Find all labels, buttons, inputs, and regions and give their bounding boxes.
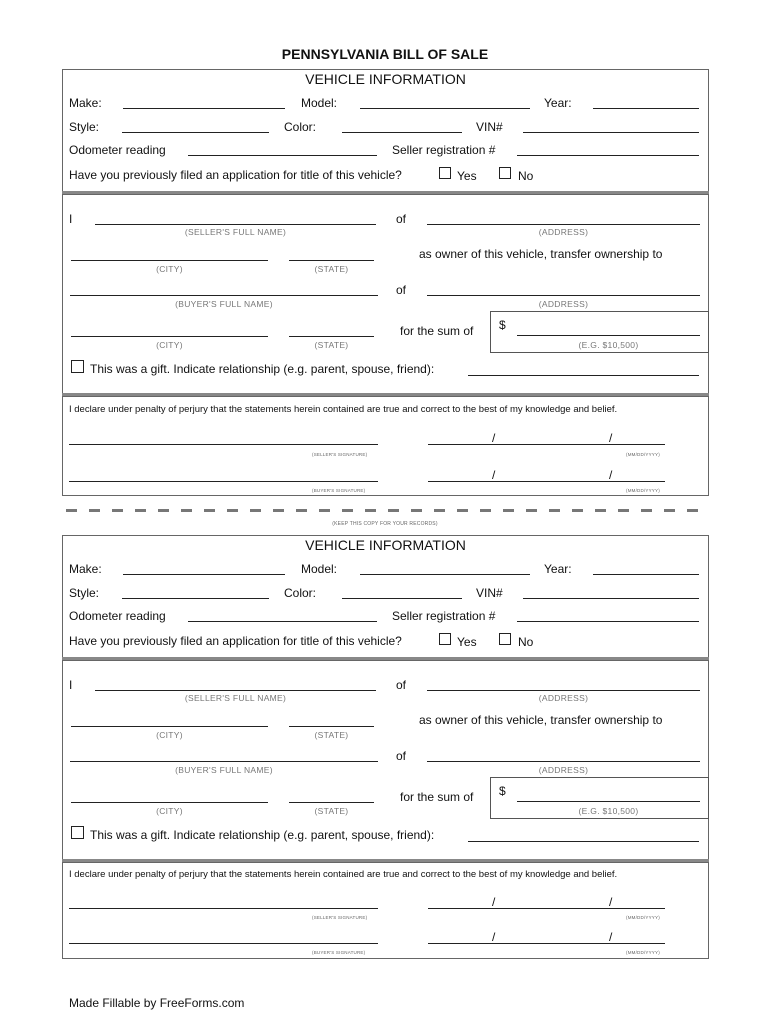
vehicle-info-heading: VEHICLE INFORMATION: [305, 537, 466, 553]
sum-label: for the sum of: [400, 790, 474, 804]
of-label: of: [396, 678, 407, 692]
year-field[interactable]: [593, 574, 699, 575]
sum-label: for the sum of: [400, 324, 474, 338]
seller-name-field[interactable]: [95, 224, 376, 225]
sum-field[interactable]: [517, 335, 700, 336]
dollar-sign: $: [499, 318, 506, 332]
sum-caption: (E.G. $10,500): [578, 806, 639, 816]
make-label: Make:: [69, 96, 102, 110]
buyer-name-caption: (BUYER'S FULL NAME): [175, 765, 273, 775]
buyer-city-field[interactable]: [71, 336, 268, 337]
vin-field[interactable]: [523, 132, 699, 133]
declaration-text: I declare under penalty of perjury that the statements herein contained are true and correct to the best of my knowledge and belief.: [69, 404, 618, 415]
color-field[interactable]: [342, 598, 462, 599]
style-field[interactable]: [122, 132, 269, 133]
style-label: Style:: [69, 120, 100, 134]
seller-date-field[interactable]: [428, 444, 665, 445]
buyer-city-caption: (CITY): [156, 340, 183, 350]
seller-city-field[interactable]: [71, 726, 268, 727]
seller-address-caption: (ADDRESS): [538, 227, 589, 237]
seller-signature-field[interactable]: [69, 908, 378, 909]
date-slash: /: [609, 468, 613, 482]
make-label: Make:: [69, 562, 102, 576]
buyer-address-field[interactable]: [427, 761, 700, 762]
buyer-name-caption: (BUYER'S FULL NAME): [175, 299, 273, 309]
seller-registration-field[interactable]: [517, 155, 699, 156]
buyer-name-field[interactable]: [70, 295, 378, 296]
yes-checkbox[interactable]: [439, 633, 451, 645]
date-slash: /: [492, 431, 496, 445]
make-field[interactable]: [123, 574, 285, 575]
date-slash: /: [609, 895, 613, 909]
relationship-field[interactable]: [468, 375, 699, 376]
gift-label: This was a gift. Indicate relationship (e.g. parent, spouse, friend):: [90, 362, 435, 376]
buyer-signature-field[interactable]: [69, 481, 378, 482]
transfer-text: as owner of this vehicle, transfer ownership to: [419, 247, 663, 261]
of-label: of: [396, 283, 407, 297]
style-label: Style:: [69, 586, 100, 600]
page-title: PENNSYLVANIA BILL OF SALE: [281, 46, 489, 62]
seller-signature-field[interactable]: [69, 444, 378, 445]
buyer-state-caption: (STATE): [314, 340, 349, 350]
i-label: I: [69, 678, 73, 692]
vin-label: VIN#: [476, 586, 503, 600]
gift-checkbox[interactable]: [71, 360, 84, 373]
yes-checkbox[interactable]: [439, 167, 451, 179]
seller-address-field[interactable]: [427, 690, 700, 691]
year-label: Year:: [544, 562, 572, 576]
buyer-signature-caption: (BUYER'S SIGNATURE): [312, 488, 366, 493]
seller-city-caption: (CITY): [156, 730, 183, 740]
relationship-field[interactable]: [468, 841, 699, 842]
buyer-date-caption: (MM/DD/YYYY): [626, 488, 660, 493]
color-field[interactable]: [342, 132, 462, 133]
model-label: Model:: [301, 562, 338, 576]
vin-field[interactable]: [523, 598, 699, 599]
model-label: Model:: [301, 96, 338, 110]
year-field[interactable]: [593, 108, 699, 109]
yes-label: Yes: [457, 169, 477, 183]
date-slash: /: [492, 930, 496, 944]
date-slash: /: [609, 431, 613, 445]
odometer-label: Odometer reading: [69, 609, 166, 623]
buyer-address-field[interactable]: [427, 295, 700, 296]
seller-signature-caption: (SELLER'S SIGNATURE): [312, 452, 368, 457]
model-field[interactable]: [360, 108, 530, 109]
copy-note: (KEEP THIS COPY FOR YOUR RECORDS): [332, 521, 438, 527]
buyer-signature-caption: (BUYER'S SIGNATURE): [312, 950, 366, 955]
sum-caption: (E.G. $10,500): [578, 340, 639, 350]
seller-name-field[interactable]: [95, 690, 376, 691]
date-slash: /: [492, 468, 496, 482]
no-checkbox[interactable]: [499, 167, 511, 179]
filed-question: Have you previously filed an application for title of this vehicle?: [69, 634, 402, 648]
buyer-date-field[interactable]: [428, 943, 665, 944]
seller-date-caption: (MM/DD/YYYY): [626, 452, 660, 457]
seller-state-field[interactable]: [289, 260, 374, 261]
seller-state-caption: (STATE): [314, 730, 349, 740]
no-checkbox[interactable]: [499, 633, 511, 645]
no-label: No: [518, 169, 534, 183]
date-slash: /: [609, 930, 613, 944]
color-label: Color:: [284, 586, 317, 600]
buyer-city-caption: (CITY): [156, 806, 183, 816]
buyer-date-caption: (MM/DD/YYYY): [626, 950, 660, 955]
odometer-field[interactable]: [188, 155, 377, 156]
seller-address-caption: (ADDRESS): [538, 693, 589, 703]
buyer-city-field[interactable]: [71, 802, 268, 803]
buyer-address-caption: (ADDRESS): [538, 765, 589, 775]
seller-registration-label: Seller registration #: [392, 609, 496, 623]
i-label: I: [69, 212, 73, 226]
seller-state-caption: (STATE): [314, 264, 349, 274]
odometer-field[interactable]: [188, 621, 377, 622]
sum-field[interactable]: [517, 801, 700, 802]
seller-registration-field[interactable]: [517, 621, 699, 622]
seller-city-field[interactable]: [71, 260, 268, 261]
seller-name-caption: (SELLER'S FULL NAME): [184, 227, 287, 237]
yes-label: Yes: [457, 635, 477, 649]
seller-name-caption: (SELLER'S FULL NAME): [184, 693, 287, 703]
seller-state-field[interactable]: [289, 726, 374, 727]
buyer-state-caption: (STATE): [314, 806, 349, 816]
style-field[interactable]: [122, 598, 269, 599]
declaration-text: I declare under penalty of perjury that the statements herein contained are true and correct to the best of my knowledge and belief.: [69, 869, 618, 880]
footer-credit: Made Fillable by FreeForms.com: [69, 996, 245, 1010]
odometer-label: Odometer reading: [69, 143, 166, 157]
gift-checkbox[interactable]: [71, 826, 84, 839]
make-field[interactable]: [123, 108, 285, 109]
of-label: of: [396, 212, 407, 226]
buyer-date-field[interactable]: [428, 481, 665, 482]
buyer-state-field[interactable]: [289, 802, 374, 803]
year-label: Year:: [544, 96, 572, 110]
seller-city-caption: (CITY): [156, 264, 183, 274]
vehicle-info-heading: VEHICLE INFORMATION: [305, 71, 466, 87]
no-label: No: [518, 635, 534, 649]
buyer-name-field[interactable]: [70, 761, 378, 762]
of-label: of: [396, 749, 407, 763]
dollar-sign: $: [499, 784, 506, 798]
seller-date-field[interactable]: [428, 908, 665, 909]
vin-label: VIN#: [476, 120, 503, 134]
model-field[interactable]: [360, 574, 530, 575]
seller-date-caption: (MM/DD/YYYY): [626, 915, 660, 920]
gift-label: This was a gift. Indicate relationship (e.g. parent, spouse, friend):: [90, 828, 435, 842]
date-slash: /: [492, 895, 496, 909]
buyer-state-field[interactable]: [289, 336, 374, 337]
seller-registration-label: Seller registration #: [392, 143, 496, 157]
buyer-address-caption: (ADDRESS): [538, 299, 589, 309]
transfer-text: as owner of this vehicle, transfer ownership to: [419, 713, 663, 727]
filed-question: Have you previously filed an application for title of this vehicle?: [69, 168, 402, 182]
color-label: Color:: [284, 120, 317, 134]
buyer-signature-field[interactable]: [69, 943, 378, 944]
seller-address-field[interactable]: [427, 224, 700, 225]
cut-line: [66, 509, 706, 512]
seller-signature-caption: (SELLER'S SIGNATURE): [312, 915, 368, 920]
